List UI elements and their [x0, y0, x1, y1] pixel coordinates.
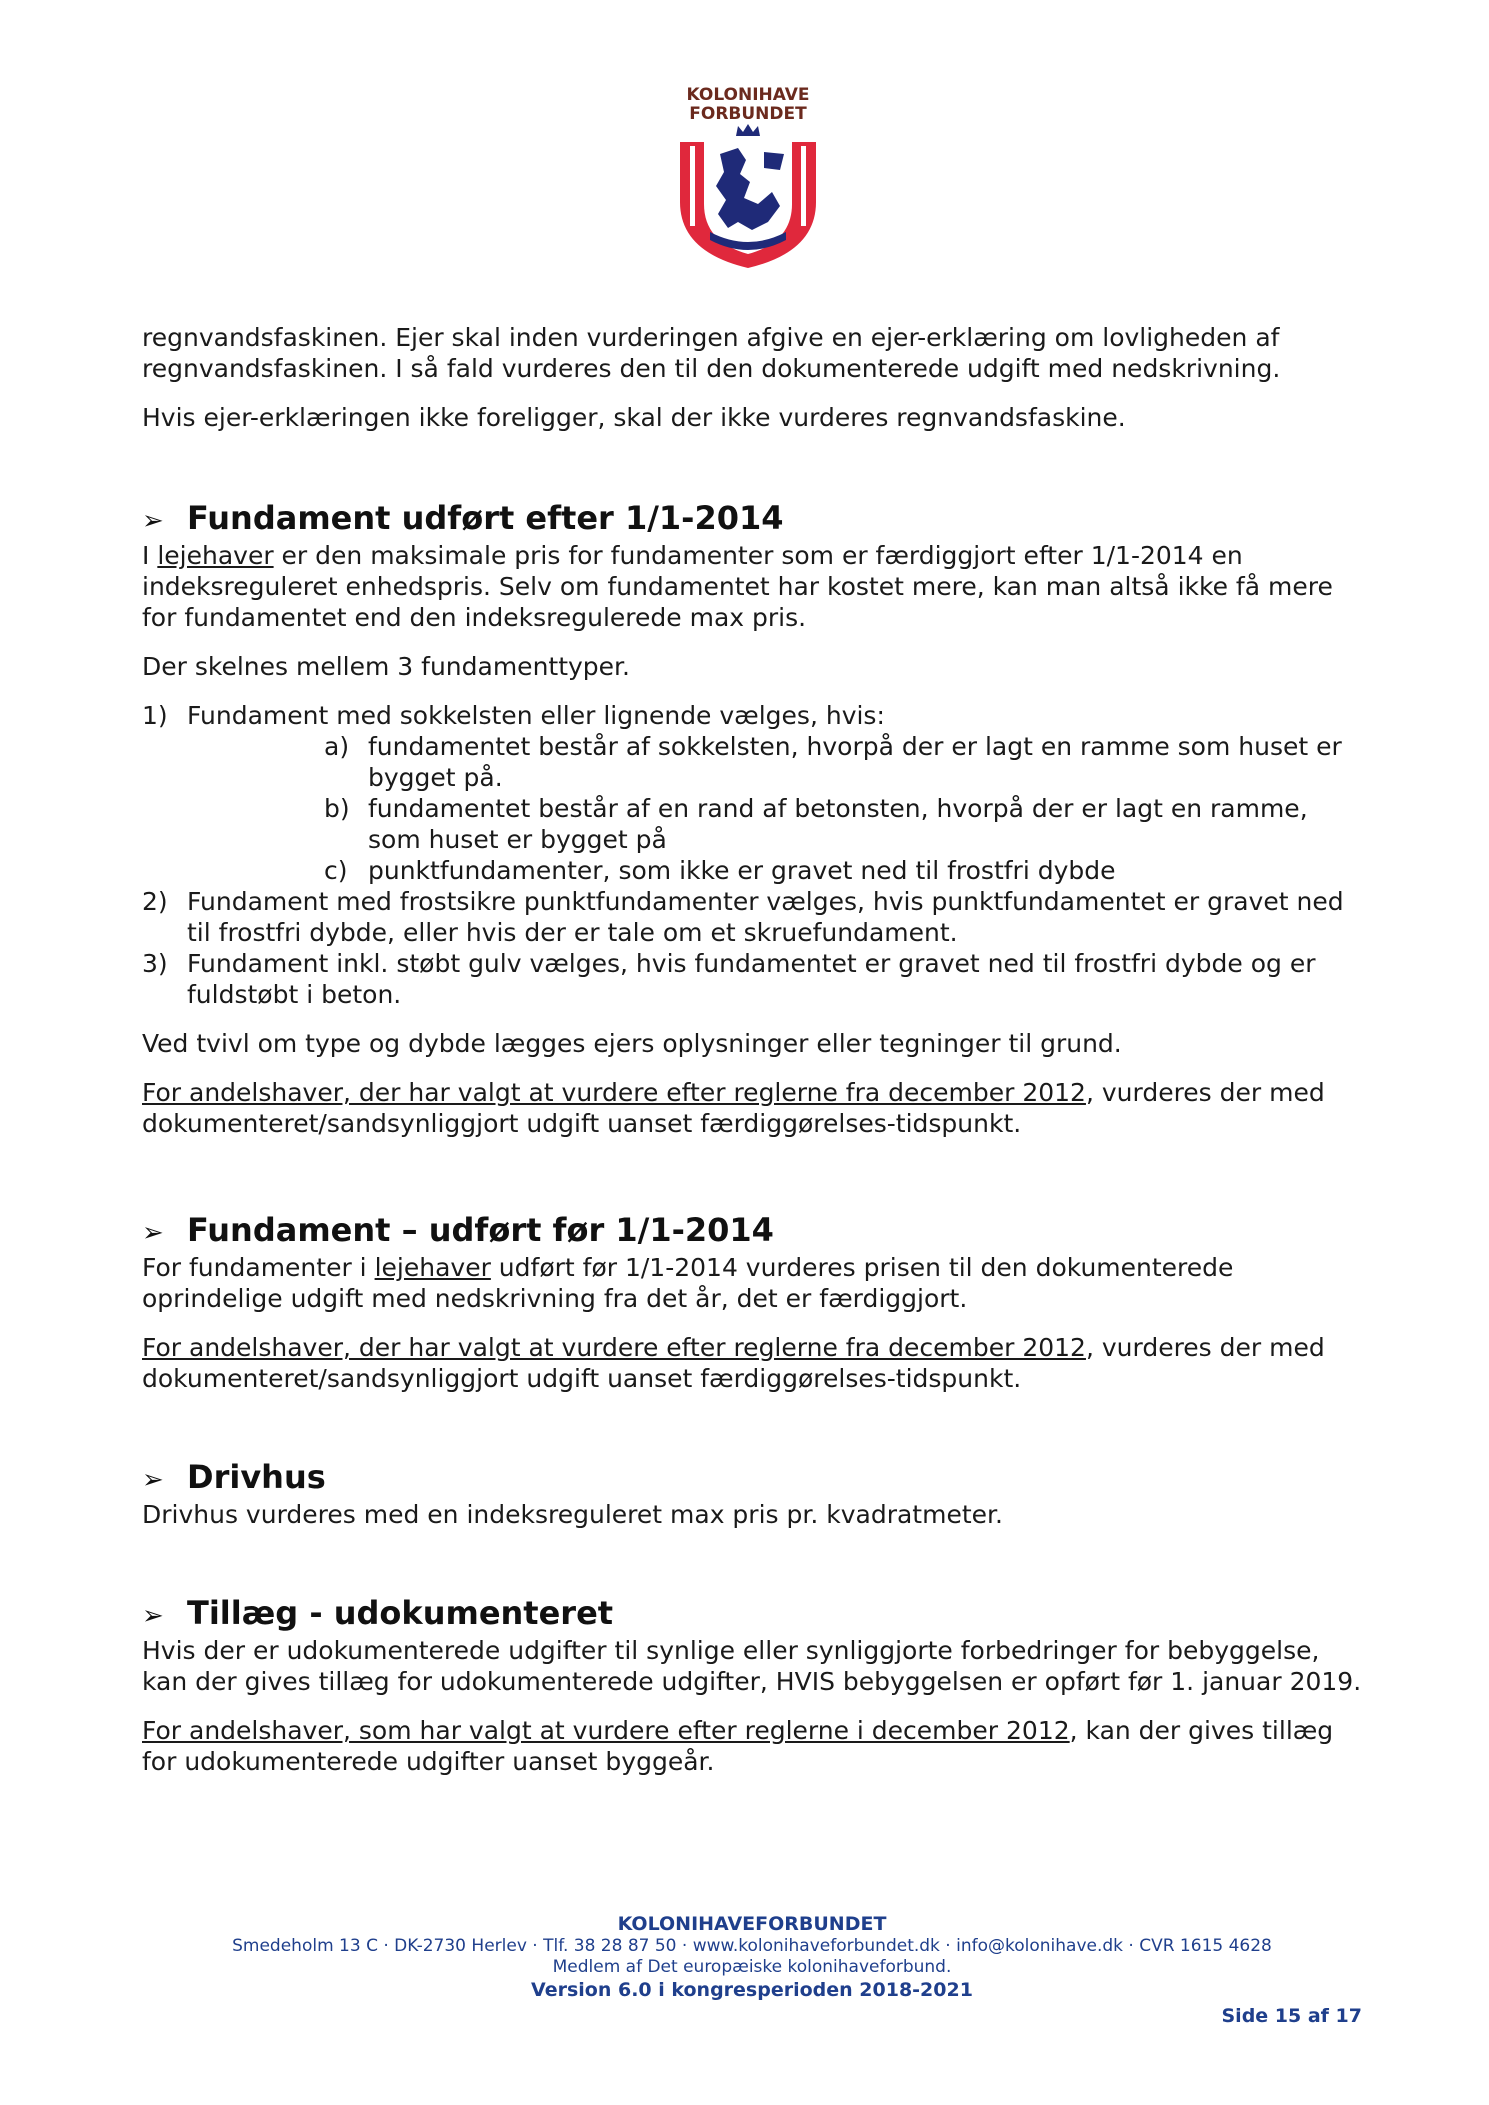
fundament-efter-paragraph-4: For andelshaver, der har valgt at vurdere efter reglerne fra december 2012, vurderes der med dokumenteret/sandsynliggjort udgift uanset færdiggørelses-tidspunkt.	[142, 1078, 1325, 1138]
footer-address: Smedeholm 13 C · DK-2730 Herlev · Tlf. 38 28 87 50 · www.kolonihaveforbundet.dk · info@kolonihave.dk · CVR 1615 4628	[232, 1936, 1272, 1956]
footer-org-name: KOLONIHAVEFORBUNDET	[617, 1913, 887, 1935]
fundament-efter-paragraph-1: I lejehaver er den maksimale pris for fundamenter som er færdiggjort efter 1/1-2014 en indeksreguleret enhedspris. Selv om fundamentet har kostet mere, kan man altså ikke få mere for fundamentet end den indeksregulerede max pris.	[142, 541, 1333, 632]
footer-member: Medlem af Det europæiske kolonihaveforbund.	[552, 1957, 952, 1977]
tillaeg-paragraph-2: For andelshaver, som har valgt at vurdere efter reglerne i december 2012, kan der gives tillæg for udokumenterede udgifter uanset byggeår.	[142, 1716, 1334, 1776]
lejehaver-link: lejehaver	[157, 541, 274, 570]
page-footer	[142, 1912, 1362, 2002]
arrow-bullet-icon: ➢	[142, 1218, 164, 1248]
tillaeg-paragraph-1: Hvis der er udokumenterede udgifter til synlige eller synliggjorte forbedringer for bebyggelse, kan der gives tillæg for udokumenterede udgifter, HVIS bebyggelsen er opført før 1. januar 2019.	[142, 1636, 1362, 1696]
andelshaver-link: For andelshaver, der har valgt at vurdere efter reglerne fra december 2012	[142, 1333, 1086, 1362]
heading-drivhus: ➢ Drivhus	[142, 1458, 1362, 1499]
kolonihaveforbundet-logo	[668, 82, 828, 270]
list-item: 1) Fundament med sokkelsten eller lignende vælges, hvis:	[142, 701, 885, 730]
heading-fundament-efter: ➢ Fundament udført efter 1/1-2014	[142, 499, 1362, 540]
heading-fundament-foer: ➢ Fundament – udført før 1/1-2014	[142, 1211, 1362, 1252]
list-item: 3) Fundament inkl. støbt gulv vælges, hvis fundamentet er gravet ned til frostfri dybde og er fuldstøbt i beton.	[142, 949, 1316, 1009]
lejehaver-link: lejehaver	[374, 1253, 491, 1282]
arrow-bullet-icon: ➢	[142, 1601, 164, 1631]
andelshaver-link: For andelshaver, som har valgt at vurdere efter reglerne i december 2012	[142, 1716, 1070, 1745]
sub-list-item: c) punktfundamenter, som ikke er gravet ned til frostfri dybde	[324, 856, 1116, 885]
heading-tillaeg: ➢ Tillæg - udokumenteret	[142, 1594, 1362, 1635]
fundament-foer-paragraph-1: For fundamenter i lejehaver udført før 1/1-2014 vurderes prisen til den dokumenterede oprindelige udgift med nedskrivning fra det år, det er færdiggjort.	[142, 1253, 1234, 1313]
arrow-bullet-icon: ➢	[142, 506, 164, 536]
intro-paragraph-1: regnvandsfaskinen. Ejer skal inden vurderingen afgive en ejer-erklæring om lovligheden af regnvandsfaskinen. I så fald vurderes den til den dokumenterede udgift med nedskrivning.	[142, 323, 1281, 383]
andelshaver-link: For andelshaver, der har valgt at vurdere efter reglerne fra december 2012	[142, 1078, 1086, 1107]
sub-list-item: b) fundamentet består af en rand af betonsten, hvorpå der er lagt en ramme, som huset er bygget på	[324, 794, 1308, 854]
sub-list-item: a) fundamentet består af sokkelsten, hvorpå der er lagt en ramme som huset er bygget på.	[324, 732, 1342, 792]
logo-text-line2: FORBUNDET	[689, 104, 807, 124]
fundament-types-list	[142, 700, 1362, 1010]
fundament-efter-paragraph-3: Ved tvivl om type og dybde lægges ejers oplysninger eller tegninger til grund.	[142, 1029, 1122, 1058]
intro-paragraph-2: Hvis ejer-erklæringen ikke foreligger, skal der ikke vurderes regnvandsfaskine.	[142, 403, 1126, 432]
arrow-bullet-icon: ➢	[142, 1465, 164, 1495]
fundament-efter-paragraph-2: Der skelnes mellem 3 fundamenttyper.	[142, 652, 630, 681]
document-body	[142, 322, 1362, 1777]
footer-version: Version 6.0 i kongresperioden 2018-2021	[531, 1979, 973, 2001]
drivhus-paragraph-1: Drivhus vurderes med en indeksreguleret max pris pr. kvadratmeter.	[142, 1500, 1003, 1529]
logo-text-line1: KOLONIHAVE	[686, 85, 810, 105]
fundament-foer-paragraph-2: For andelshaver, der har valgt at vurdere efter reglerne fra december 2012, vurderes der med dokumenteret/sandsynliggjort udgift uanset færdiggørelses-tidspunkt.	[142, 1333, 1325, 1393]
list-item: 2) Fundament med frostsikre punktfundamenter vælges, hvis punktfundamentet er gravet ned til frostfri dybde, eller hvis der er tale om et skruefundament.	[142, 887, 1344, 947]
page-number: Side 15 af 17	[1221, 2005, 1362, 2027]
